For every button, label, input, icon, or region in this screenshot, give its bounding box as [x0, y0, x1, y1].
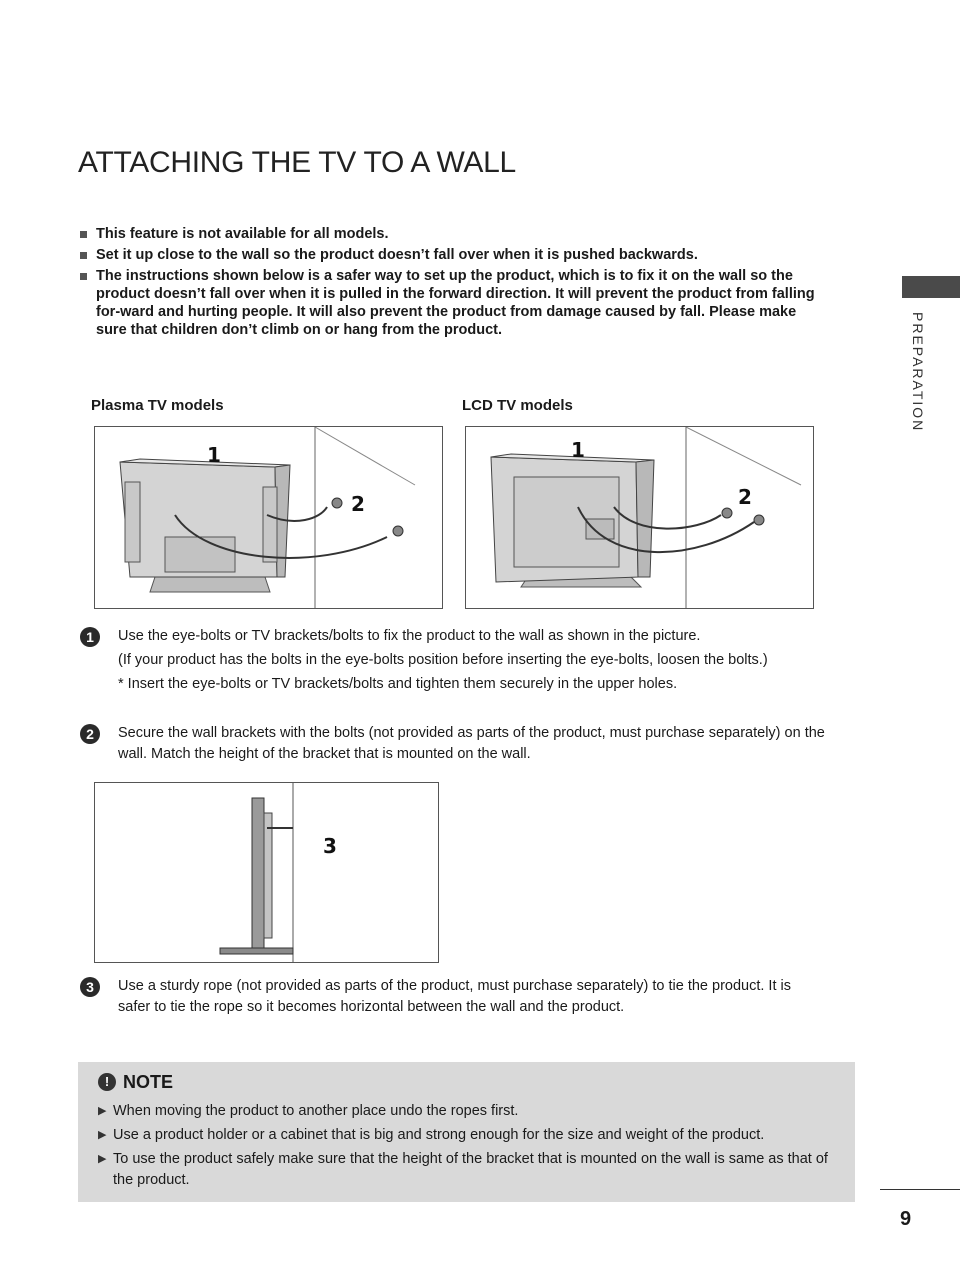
intro-bullet — [80, 267, 820, 339]
step-line: Use the eye-bolts or TV brackets/bolts to fix the product to the wall as shown in the picture. — [118, 628, 701, 644]
note-item-text: When moving the product to another place undo the ropes first. — [113, 1103, 519, 1119]
step-2-text — [118, 723, 848, 768]
note-exclamation-icon: ! — [98, 1073, 116, 1091]
step-number-badge: 2 — [80, 724, 100, 744]
note-list — [98, 1101, 838, 1194]
step-line: Secure the wall brackets with the bolts (not provided as parts of the product, must purchase separately) on the wall. Match the height of the bracket that is mounted on the wall. — [118, 725, 825, 762]
figure-marker-1: 1 — [571, 438, 585, 462]
intro-bullet-text: This feature is not available for all models. — [96, 226, 389, 242]
figure-marker-3: 3 — [323, 834, 337, 858]
triangle-right-icon: ▶ — [98, 1153, 107, 1165]
lcd-tv-drawing — [466, 427, 813, 608]
page-title: ATTACHING THE TV TO A WALL — [78, 146, 516, 179]
intro-bullet-text: Set it up close to the wall so the product doesn’t fall over when it is pushed backwards. — [96, 247, 698, 263]
step-line: * Insert the eye-bolts or TV brackets/bolts and tighten them securely in the upper holes. — [118, 676, 678, 692]
section-tab-marker — [902, 276, 960, 298]
intro-bullet — [80, 246, 820, 264]
side-view-drawing — [95, 783, 438, 962]
intro-bullet — [80, 225, 820, 243]
intro-bullet-list — [80, 225, 820, 342]
triangle-right-icon: ▶ — [98, 1105, 107, 1117]
plasma-models-label: Plasma TV models — [91, 397, 224, 414]
bullet-square-icon — [80, 273, 87, 280]
side-view-illustration — [94, 782, 439, 963]
figure-marker-2: 2 — [738, 485, 752, 509]
intro-bullet-text: The instructions shown below is a safer way to set up the product, which is to fix it on the wall so the product doesn’t fall over when it is pulled in the forward direction. It will prevent the product from falling for-ward and hurting people. It will also prevent the product from damage caused by fall. Please make sure that children don’t climb on or hang from the product. — [96, 268, 815, 338]
step-number-badge: 1 — [80, 627, 100, 647]
figure-marker-2: 2 — [351, 492, 365, 516]
step-3-text — [118, 976, 798, 1021]
note-item — [98, 1149, 838, 1191]
plasma-tv-drawing — [95, 427, 442, 608]
section-tab-label: PREPARATION — [910, 312, 926, 433]
bullet-square-icon — [80, 252, 87, 259]
lcd-models-label: LCD TV models — [462, 397, 573, 414]
note-title: NOTE — [123, 1072, 174, 1092]
bullet-square-icon — [80, 231, 87, 238]
step-line: Use a sturdy rope (not provided as parts of the product, must purchase separately) to tie the product. It is safer to tie the rope so it becomes horizontal between the wall and the product. — [118, 978, 791, 1015]
step-line: (If your product has the bolts in the eye-bolts position before inserting the eye-bolts, loosen the bolts.) — [118, 652, 768, 668]
footer-rule — [880, 1189, 960, 1190]
note-item-text: To use the product safely make sure that the height of the bracket that is mounted on the wall is same as that of the product. — [113, 1151, 828, 1188]
plasma-tv-illustration — [94, 426, 443, 609]
note-item-text: Use a product holder or a cabinet that is big and strong enough for the size and weight of the product. — [113, 1127, 765, 1143]
step-number-badge: 3 — [80, 977, 100, 997]
page-number: 9 — [900, 1208, 912, 1230]
step-1-text — [118, 626, 848, 698]
triangle-right-icon: ▶ — [98, 1129, 107, 1141]
figure-marker-1: 1 — [207, 443, 221, 467]
lcd-tv-illustration — [465, 426, 814, 609]
note-item — [98, 1125, 838, 1146]
note-item — [98, 1101, 838, 1122]
